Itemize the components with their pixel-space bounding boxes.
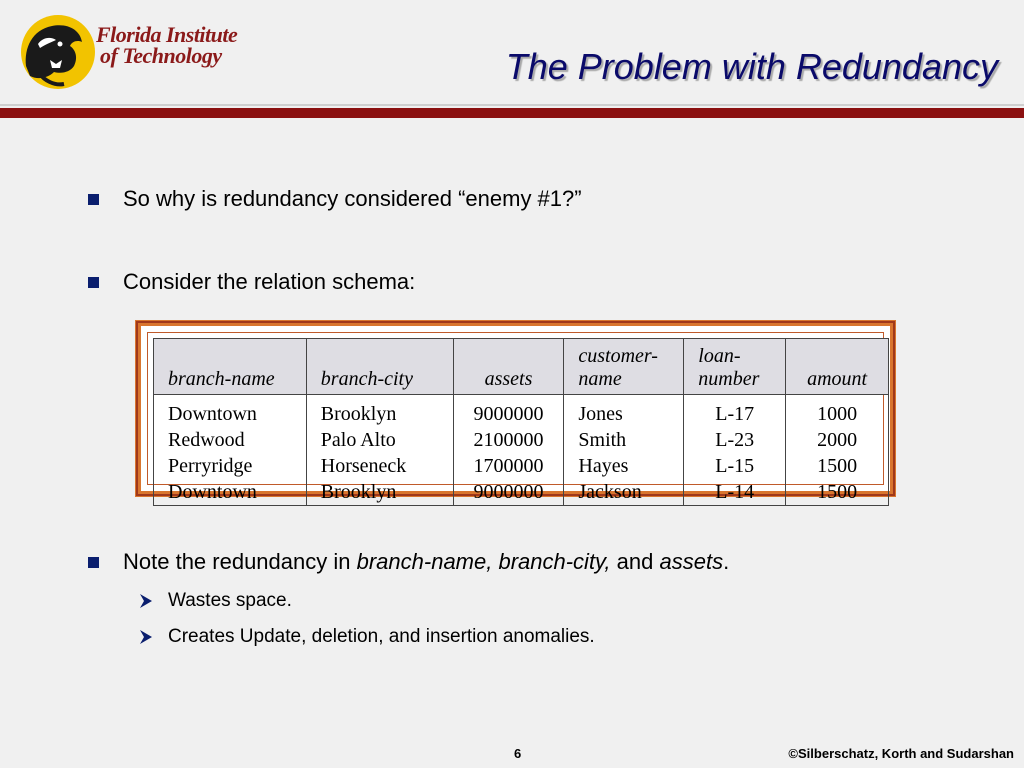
- logo-line2: of Technology: [100, 43, 222, 68]
- slide-title: The Problem with Redundancy: [505, 46, 998, 87]
- table-cell: Jackson: [564, 479, 684, 506]
- bullet-item: [88, 269, 415, 295]
- square-bullet-icon: [88, 194, 99, 205]
- bullet-text: Note the redundancy in branch-name, branch-city, and assets.: [123, 549, 730, 574]
- table-cell: L-17: [684, 395, 786, 428]
- column-header: assets: [453, 339, 564, 395]
- table-cell: L-15: [684, 453, 786, 479]
- table-cell: 1500: [786, 453, 889, 479]
- table-cell: 2000: [786, 427, 889, 453]
- table-row: [154, 395, 889, 428]
- square-bullet-icon: [88, 557, 99, 568]
- table-cell: Brooklyn: [306, 395, 453, 428]
- arrow-bullet-icon: [138, 629, 154, 645]
- column-header: amount: [786, 339, 889, 395]
- table-cell: 1500: [786, 479, 889, 506]
- bullet-item: [88, 549, 729, 575]
- sub-bullet-text: Creates Update, deletion, and insertion anomalies.: [168, 626, 595, 647]
- relation-table-frame: [135, 320, 896, 503]
- table-cell: L-14: [684, 479, 786, 506]
- table-cell: 2100000: [453, 427, 564, 453]
- column-header: customer- name: [564, 339, 684, 395]
- sub-bullet-item: [138, 590, 292, 612]
- table-cell: 1000: [786, 395, 889, 428]
- logo-text: [96, 24, 237, 66]
- fit-logo: [20, 14, 260, 90]
- table-cell: Hayes: [564, 453, 684, 479]
- column-header: branch-city: [306, 339, 453, 395]
- column-header: branch-name: [154, 339, 307, 395]
- table-cell: Jones: [564, 395, 684, 428]
- table-cell: Downtown: [154, 395, 307, 428]
- table-cell: Perryridge: [154, 453, 307, 479]
- table-row: [154, 453, 889, 479]
- page-number: 6: [514, 746, 522, 761]
- table-cell: Smith: [564, 427, 684, 453]
- sub-bullet-item: [138, 626, 595, 648]
- table-cell: Downtown: [154, 479, 307, 506]
- relation-table: [153, 338, 889, 506]
- square-bullet-icon: [88, 277, 99, 288]
- panther-logo-icon: [20, 14, 96, 90]
- table-cell: 1700000: [453, 453, 564, 479]
- bullet-text: Consider the relation schema:: [123, 269, 416, 294]
- logo-line1: Florida Institute: [96, 22, 238, 47]
- table-cell: Horseneck: [306, 453, 453, 479]
- arrow-bullet-icon: [138, 593, 154, 609]
- column-header: loan- number: [684, 339, 786, 395]
- table-cell: 9000000: [453, 395, 564, 428]
- bullet-text: So why is redundancy considered “enemy #1?”: [123, 186, 582, 211]
- title-divider: [0, 104, 1024, 118]
- table-row: [154, 479, 889, 506]
- table-header-row: [154, 339, 889, 395]
- bullet-item: [88, 186, 582, 212]
- table-cell: Brooklyn: [306, 479, 453, 506]
- table-cell: Redwood: [154, 427, 307, 453]
- table-cell: Palo Alto: [306, 427, 453, 453]
- copyright-notice: ©Silberschatz, Korth and Sudarshan: [788, 746, 1014, 761]
- table-row: [154, 427, 889, 453]
- table-cell: L-23: [684, 427, 786, 453]
- table-cell: 9000000: [453, 479, 564, 506]
- sub-bullet-text: Wastes space.: [168, 590, 292, 611]
